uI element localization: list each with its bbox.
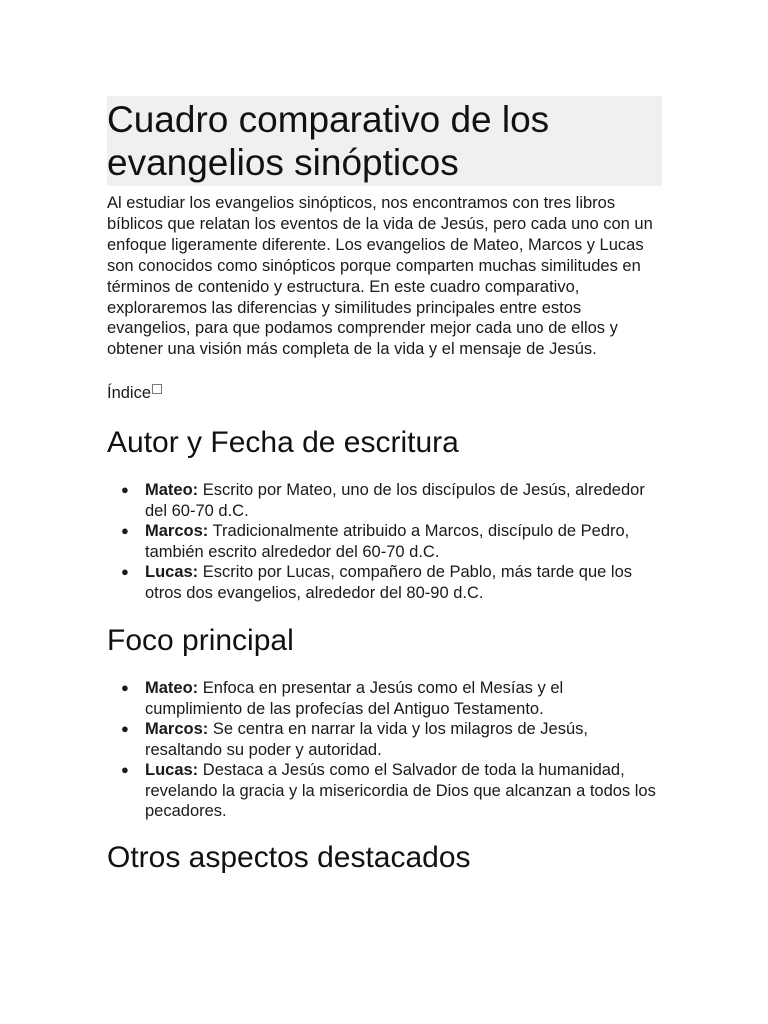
foco-list bbox=[107, 678, 663, 822]
list-item bbox=[121, 562, 663, 603]
item-text: Tradicionalmente atribuido a Marcos, discípulo de Pedro, también escrito alrededor del 60-70 d.C. bbox=[145, 522, 630, 561]
list-item bbox=[121, 760, 663, 822]
item-text: Enfoca en presentar a Jesús como el Mesías y el cumplimiento de las profecías del Antiguo Testamento. bbox=[145, 679, 564, 718]
autor-list bbox=[107, 480, 663, 603]
item-term: Mateo: bbox=[145, 679, 199, 698]
list-item bbox=[121, 480, 663, 521]
table-of-contents-toggle[interactable] bbox=[107, 383, 663, 403]
bullet-icon: ● bbox=[121, 721, 129, 737]
item-text: Escrito por Mateo, uno de los discípulos de Jesús, alrededor del 60-70 d.C. bbox=[145, 481, 645, 520]
section-heading-autor: Autor y Fecha de escritura bbox=[107, 426, 459, 460]
section-heading-foco: Foco principal bbox=[107, 624, 294, 658]
list-item bbox=[121, 678, 663, 719]
expand-checkbox-icon[interactable] bbox=[152, 384, 162, 394]
title-highlight bbox=[107, 96, 662, 186]
bullet-icon: ● bbox=[121, 762, 129, 778]
bullet-icon: ● bbox=[121, 482, 129, 498]
item-term: Mateo: bbox=[145, 481, 199, 500]
item-term: Marcos: bbox=[145, 720, 209, 739]
bullet-icon: ● bbox=[121, 564, 129, 580]
section-heading-otros: Otros aspectos destacados bbox=[107, 840, 471, 874]
bullet-icon: ● bbox=[121, 523, 129, 539]
item-term: Lucas: bbox=[145, 563, 199, 582]
document-page bbox=[107, 96, 663, 876]
item-term: Lucas: bbox=[145, 761, 199, 780]
page-title: Cuadro comparativo de los evangelios sinópticos bbox=[107, 99, 550, 183]
list-item bbox=[121, 521, 663, 562]
index-label: Índice bbox=[107, 384, 152, 403]
item-text: Destaca a Jesús como el Salvador de toda la humanidad, revelando la gracia y la misericordia de Dios que alcanzan a todos los pecadores. bbox=[145, 761, 656, 821]
item-text: Se centra en narrar la vida y los milagros de Jesús, resaltando su poder y autoridad. bbox=[145, 720, 588, 759]
item-term: Marcos: bbox=[145, 522, 209, 541]
intro-paragraph: Al estudiar los evangelios sinópticos, nos encontramos con tres libros bíblicos que relatan los eventos de la vida de Jesús, pero cada uno con un enfoque ligeramente diferente. Los evangelios de Mateo, Marcos y Lucas son conocidos como sinópticos porque comparten muchas similitudes en términos de contenido y estructura. En este cuadro comparativo, exploraremos las diferencias y similitudes principales entre estos evangelios, para que podamos comprender mejor cada uno de ellos y obtener una visión más completa de la vida y el mensaje de Jesús. bbox=[107, 194, 653, 359]
list-item bbox=[121, 719, 663, 760]
bullet-icon: ● bbox=[121, 680, 129, 696]
item-text: Escrito por Lucas, compañero de Pablo, más tarde que los otros dos evangelios, alrededor del 80-90 d.C. bbox=[145, 563, 633, 602]
